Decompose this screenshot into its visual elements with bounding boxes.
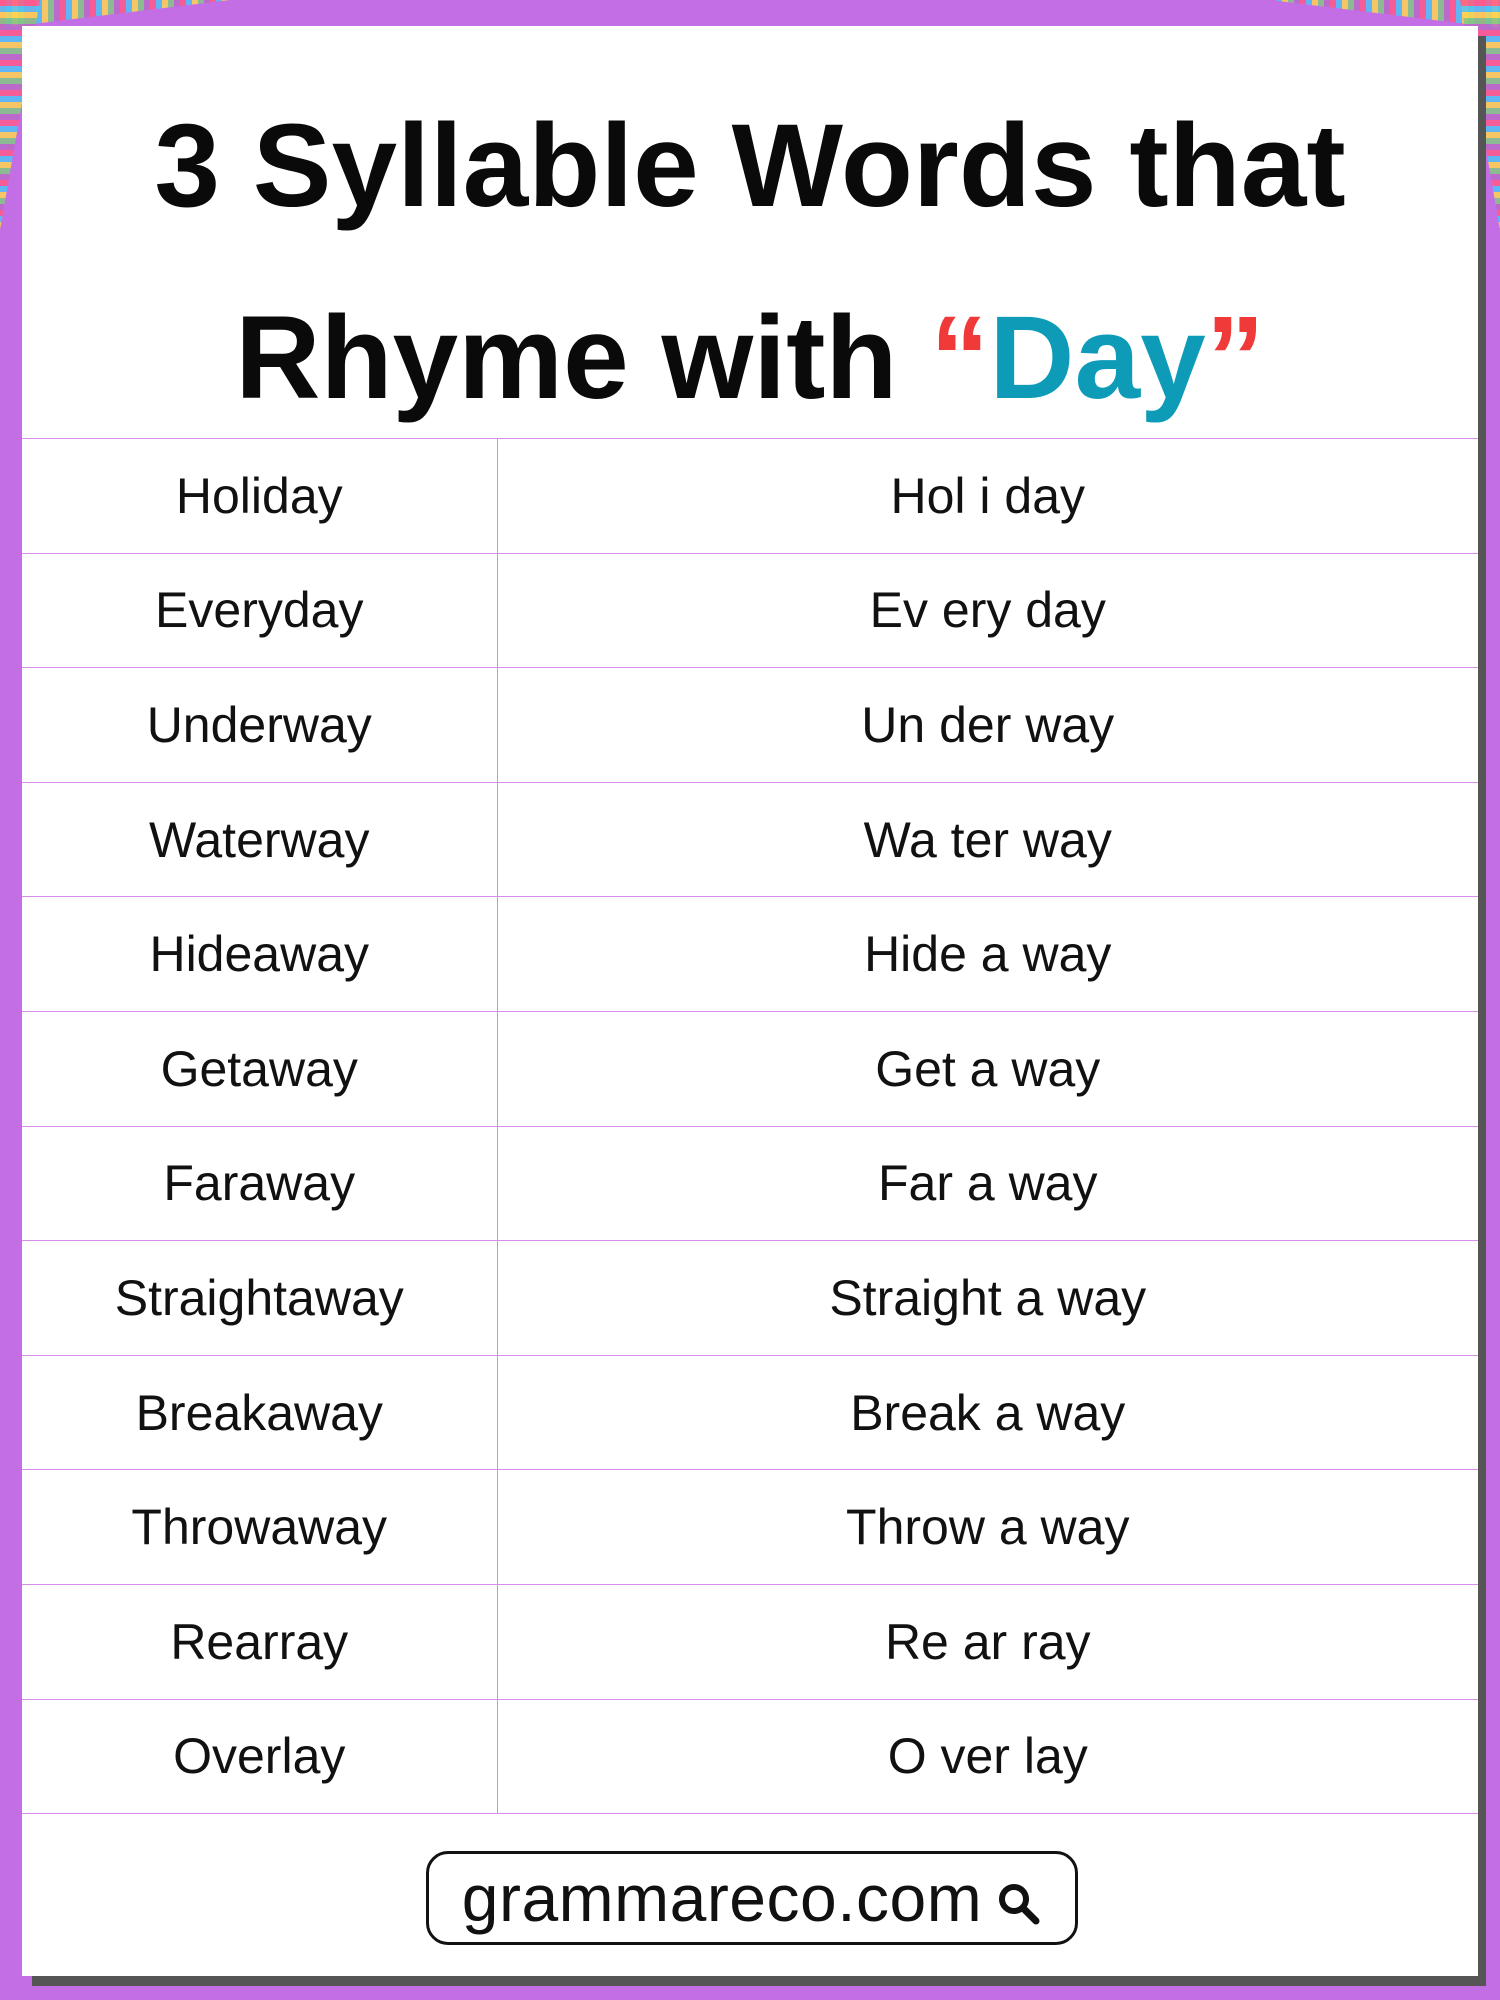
- site-link[interactable]: [426, 1851, 1078, 1945]
- search-icon: [996, 1881, 1042, 1927]
- worksheet-card: [22, 26, 1478, 1976]
- syllables-cell: Re ar ray: [497, 1584, 1478, 1699]
- word-table-body: [22, 439, 1478, 1814]
- word-cell: Breakaway: [22, 1355, 497, 1470]
- word-cell: Everyday: [22, 553, 497, 668]
- table-row: [22, 1126, 1478, 1241]
- syllables-cell: Far a way: [497, 1126, 1478, 1241]
- title-keyword: Day: [989, 292, 1206, 424]
- quote-open: “: [930, 292, 990, 424]
- word-cell: Overlay: [22, 1699, 497, 1814]
- word-cell: Throwaway: [22, 1470, 497, 1585]
- syllables-cell: Un der way: [497, 668, 1478, 783]
- table-row: [22, 1584, 1478, 1699]
- word-cell: Getaway: [22, 1011, 497, 1126]
- word-cell: Holiday: [22, 439, 497, 554]
- table-row: [22, 1241, 1478, 1356]
- table-row: [22, 1699, 1478, 1814]
- syllables-cell: Hide a way: [497, 897, 1478, 1012]
- word-cell: Hideaway: [22, 897, 497, 1012]
- syllables-cell: Get a way: [497, 1011, 1478, 1126]
- syllables-cell: Straight a way: [497, 1241, 1478, 1356]
- quote-close: ”: [1205, 292, 1265, 424]
- table-row: [22, 897, 1478, 1012]
- title-line-2-prefix: Rhyme with: [235, 292, 931, 424]
- table-row: [22, 1355, 1478, 1470]
- syllables-cell: Wa ter way: [497, 782, 1478, 897]
- table-row: [22, 439, 1478, 554]
- word-table: [22, 438, 1478, 1814]
- site-url: grammareco.com: [461, 1861, 983, 1935]
- table-row: [22, 1470, 1478, 1585]
- word-cell: Rearray: [22, 1584, 497, 1699]
- title-line-2: [22, 262, 1478, 454]
- table-row: [22, 1011, 1478, 1126]
- syllables-cell: Break a way: [497, 1355, 1478, 1470]
- table-row: [22, 782, 1478, 897]
- table-row: [22, 553, 1478, 668]
- page-title: [22, 70, 1478, 454]
- syllables-cell: Hol i day: [497, 439, 1478, 554]
- title-line-1: 3 Syllable Words that: [154, 100, 1346, 232]
- word-cell: Waterway: [22, 782, 497, 897]
- syllables-cell: O ver lay: [497, 1699, 1478, 1814]
- syllables-cell: Throw a way: [497, 1470, 1478, 1585]
- word-cell: Straightaway: [22, 1241, 497, 1356]
- word-cell: Underway: [22, 668, 497, 783]
- word-cell: Faraway: [22, 1126, 497, 1241]
- syllables-cell: Ev ery day: [497, 553, 1478, 668]
- table-row: [22, 668, 1478, 783]
